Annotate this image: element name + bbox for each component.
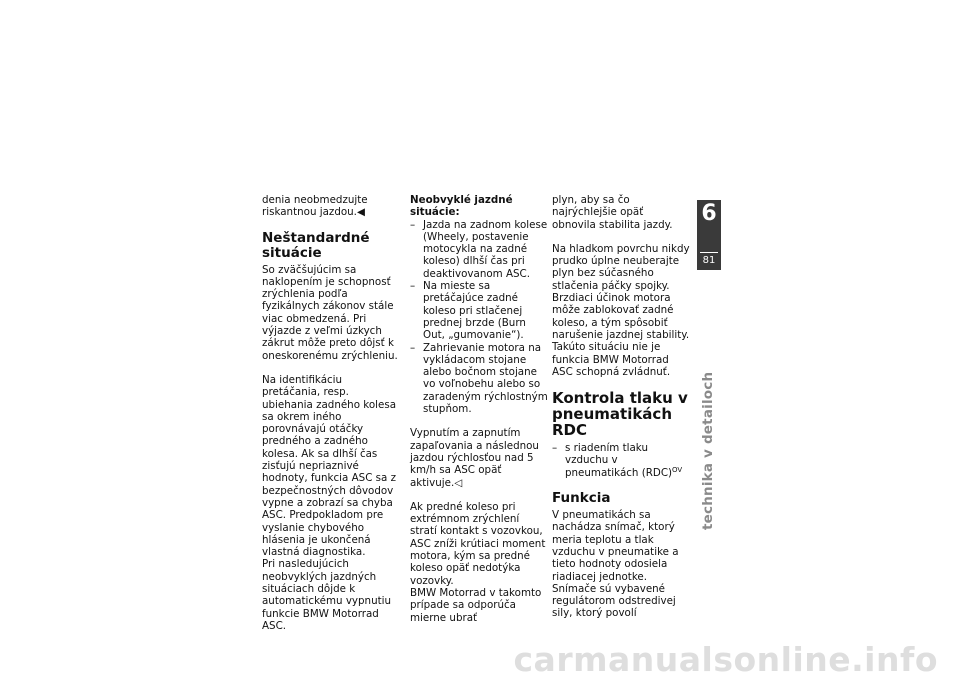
paragraph: Snímače sú vybavené regulátorom odstredivej sily, ktorý povolí xyxy=(552,582,676,620)
tab-divider xyxy=(700,252,718,253)
list-heading-unusual: Neobvyklé jazdné situácie: xyxy=(410,194,513,219)
section-heading-rdc: Kontrola tlaku v pneumatikách RDC xyxy=(552,389,688,440)
column-3 xyxy=(552,194,690,632)
paragraph: BMW Motorrad v takomto prípade sa odporúča mierne ubrať xyxy=(410,586,542,624)
chapter-number: 6 xyxy=(701,201,717,226)
rdc-option-list xyxy=(552,442,690,479)
watermark xyxy=(0,640,960,679)
page-number: 81 xyxy=(702,255,716,266)
chapter-tab xyxy=(697,200,721,270)
rdc-option-text: s riadením tlaku vzduchu v pneumatikách (RDC) xyxy=(565,442,673,479)
chapter-side-title: technika v detailoch xyxy=(700,371,716,530)
column-1 xyxy=(262,194,400,644)
paragraph: Pri nasledujúcich neobvyklých jazdných situáciach dôjde k automatickému vypnutiu funkcie BMW Motorrad ASC. xyxy=(262,558,392,632)
section-heading-nonstandard: Neštandardné situácie xyxy=(262,229,370,261)
paragraph: Vypnutím a zapnutím zapaľovania a následnou jazdou rýchlosťou nad 5 km/h sa ASC opäť aktivuje.◁ xyxy=(410,427,539,489)
section-heading-function: Funkcia xyxy=(552,490,611,507)
column-2 xyxy=(410,194,548,636)
paragraph: Na identifikáciu pretáčania, resp. ubiehania zadného kolesa sa okrem iného porovnávajú otáčky predného a zadného kolesa. Ak sa dlhší čas zisťujú nepriaznivé hodnoty, funkcia ASC sa z bezpečnostných dôvodov vypne a zobrazí sa chyba ASC. Predpokladom pre vyslanie chybového hlásenia je ukončená vlastná diagnostika. xyxy=(262,373,397,559)
list-item xyxy=(552,442,690,479)
unusual-situations-list xyxy=(410,219,548,416)
paragraph: Na hladkom povrchu nikdy prudko úplne neuberajte plyn bez súčasného stlačenia páčky spojky. Brzdiaci účinok motora môže zablokovať zadné koleso, a tým spôsobiť narušenie jazdnej stability. Takúto situáciu nie je funkcia BMW Motorrad ASC schopná zvládnuť. xyxy=(552,242,690,378)
list-item: – Jazda na zadnom kolese (Wheely, postavenie motocykla na zadné koleso) dlhší čas pri deaktivovanom ASC. xyxy=(410,219,548,280)
list-item: – Na mieste sa pretáčajúce zadné koleso pri stlačenej prednej brzde (Burn Out, „gumovanie“). xyxy=(410,280,548,341)
list-item: – Zahrievanie motora na vykládacom stojane alebo bočnom stojane vo voľnobehu alebo so zaradeným rýchlostným stupňom. xyxy=(410,342,548,416)
watermark-text: carmanualsonline.info xyxy=(513,640,938,679)
option-marker: OV xyxy=(672,465,683,474)
paragraph: Ak predné koleso pri extrémnom zrýchlení stratí kontakt s vozovkou, ASC zníži krútiaci moment motora, kým sa predné koleso opäť nedotýka vozovky. xyxy=(410,500,546,587)
paragraph: So zväčšujúcim sa naklopením je schopnosť zrýchlenia podľa fyzikálnych zákonov stále viac obmedzená. Pri výjazde z veľmi úzkych zákrut môže preto dôjsť k oneskorenému zrýchleniu. xyxy=(262,263,398,362)
paragraph: plyn, aby sa čo najrýchlejšie opäť obnovila stabilita jazdy. xyxy=(552,194,673,231)
paragraph: V pneumatikách sa nachádza snímač, ktorý meria teplotu a tlak vzduchu v pneumatike a tieto hodnoty odosiela riadiacej jednotke. xyxy=(552,509,679,583)
paragraph: denia neobmedzujte riskantnou jazdou.◀ xyxy=(262,194,368,219)
